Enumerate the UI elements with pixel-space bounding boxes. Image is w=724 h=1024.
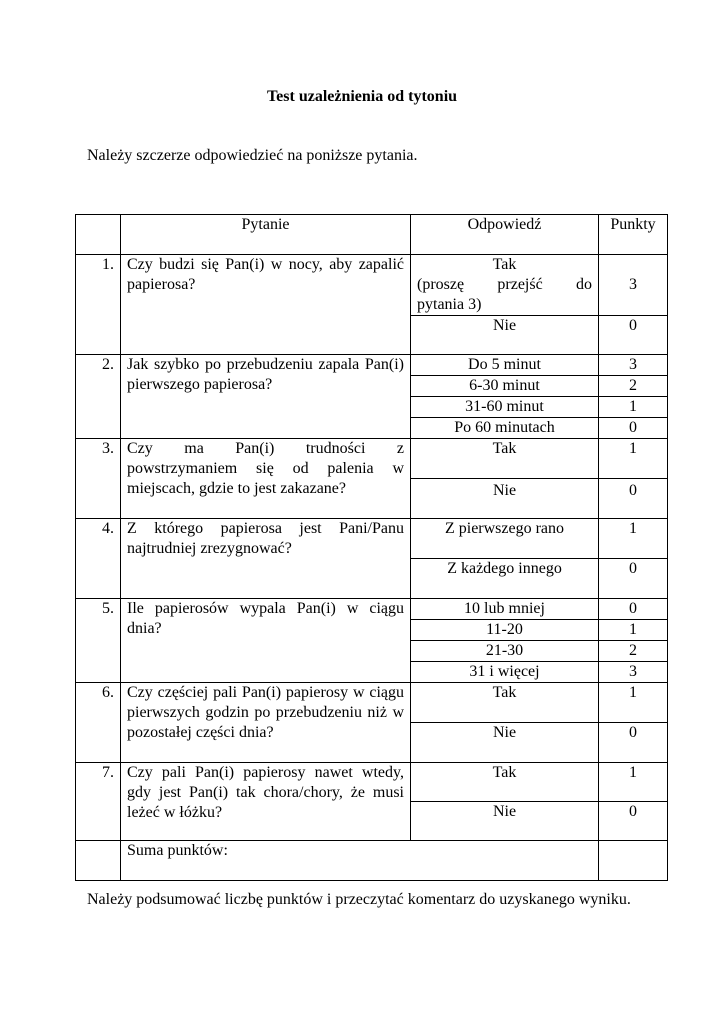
table-row <box>76 355 668 376</box>
question-text: Czy ma Pan(i) trudności z powstrzymaniem się od palenia w miejscach, gdzie to jest zakazane? <box>121 439 411 519</box>
points-value: 0 <box>599 418 668 439</box>
answer-option: 11-20 <box>411 620 599 641</box>
points-value: 3 <box>599 355 668 376</box>
points-value: 1 <box>599 620 668 641</box>
answer-option: Z każdego innego <box>411 559 599 599</box>
sum-row <box>76 841 668 881</box>
answer-option: Z pierwszego rano <box>411 519 599 559</box>
answer-line: pytania 3) <box>417 296 482 313</box>
sum-label: Suma punktów: <box>121 841 599 881</box>
table-row <box>76 255 668 316</box>
question-number: 3. <box>76 439 121 519</box>
sum-value-cell <box>599 841 668 881</box>
table-header-row <box>76 215 668 255</box>
intro-text: Należy szczerze odpowiedzieć na poniższe pytania. <box>87 147 418 164</box>
points-value: 0 <box>599 479 668 519</box>
points-value: 1 <box>599 397 668 418</box>
answer-option: Nie <box>411 479 599 519</box>
points-value: 1 <box>599 439 668 479</box>
question-number: 5. <box>76 599 121 683</box>
answer-option: Nie <box>411 723 599 763</box>
answer-option: 31-60 minut <box>411 397 599 418</box>
answer-option: Do 5 minut <box>411 355 599 376</box>
header-points: Punkty <box>599 215 668 255</box>
question-number: 2. <box>76 355 121 439</box>
answer-option: Tak <box>411 683 599 723</box>
questionnaire-table <box>75 214 668 881</box>
answer-option: 21-30 <box>411 641 599 662</box>
sum-number-cell <box>76 841 121 881</box>
header-number-cell <box>76 215 121 255</box>
answer-line: Tak <box>492 256 517 273</box>
question-text: Jak szybko po przebudzeniu zapala Pan(i) pierwszego papierosa? <box>121 355 411 439</box>
question-number: 1. <box>76 255 121 355</box>
points-value: 2 <box>599 376 668 397</box>
answer-option: Po 60 minutach <box>411 418 599 439</box>
points-value: 3 <box>599 255 668 316</box>
points-value: 1 <box>599 519 668 559</box>
points-value: 2 <box>599 641 668 662</box>
points-value: 1 <box>599 763 668 802</box>
footer-instruction: Należy podsumować liczbę punktów i przeczytać komentarz do uzyskanego wyniku. <box>87 891 631 908</box>
question-text: Czy częściej pali Pan(i) papierosy w ciągu pierwszych godzin po przebudzeniu niż w pozostałej części dnia? <box>121 683 411 763</box>
points-value: 1 <box>599 683 668 723</box>
points-value: 0 <box>599 316 668 355</box>
answer-option: 31 i więcej <box>411 662 599 683</box>
points-value: 0 <box>599 599 668 620</box>
points-value: 0 <box>599 802 668 841</box>
question-number: 4. <box>76 519 121 599</box>
table-row <box>76 519 668 559</box>
header-answer: Odpowiedź <box>411 215 599 255</box>
table-row <box>76 763 668 802</box>
document-title: Test uzależnienia od tytoniu <box>266 88 458 105</box>
answer-option: 6-30 minut <box>411 376 599 397</box>
question-number: 7. <box>76 763 121 841</box>
answer-option: Nie <box>411 316 599 355</box>
answer-option: Tak <box>411 763 599 802</box>
question-text: Czy pali Pan(i) papierosy nawet wtedy, gdy jest Pan(i) tak chora/chory, że musi leżeć w łóżku? <box>121 763 411 841</box>
points-value: 0 <box>599 559 668 599</box>
question-text: Ile papierosów wypala Pan(i) w ciągu dnia? <box>121 599 411 683</box>
answer-option: Tak <box>411 439 599 479</box>
answer-line: (proszę przejść do <box>417 276 592 293</box>
question-number: 6. <box>76 683 121 763</box>
answer-option <box>411 255 599 316</box>
answer-option: Nie <box>411 802 599 841</box>
table-row <box>76 599 668 620</box>
table-row <box>76 683 668 723</box>
points-value: 3 <box>599 662 668 683</box>
header-question: Pytanie <box>121 215 411 255</box>
table-row <box>76 439 668 479</box>
answer-option: 10 lub mniej <box>411 599 599 620</box>
question-text: Z którego papierosa jest Pani/Panu najtrudniej zrezygnować? <box>121 519 411 599</box>
points-value: 0 <box>599 723 668 763</box>
question-text: Czy budzi się Pan(i) w nocy, aby zapalić papierosa? <box>121 255 411 355</box>
